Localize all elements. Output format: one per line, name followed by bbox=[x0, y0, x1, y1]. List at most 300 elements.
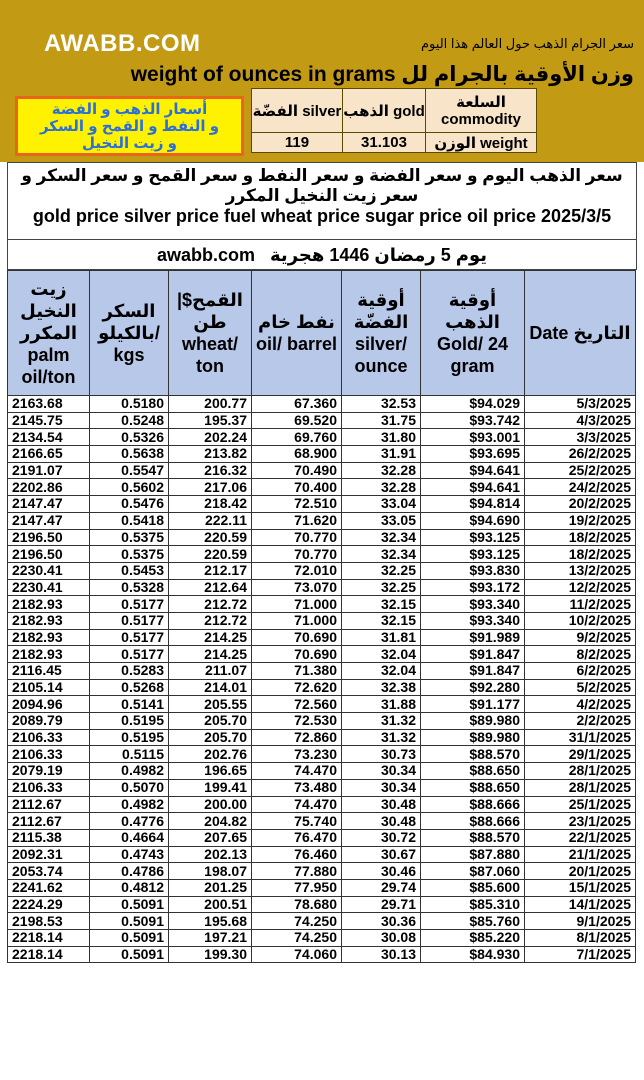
table-cell: 73.230 bbox=[252, 746, 342, 763]
table-cell: 76.470 bbox=[252, 829, 342, 846]
table-cell: 0.5453 bbox=[90, 562, 169, 579]
table-cell: 0.4776 bbox=[90, 813, 169, 830]
commodity-cell: الوزن weight bbox=[426, 133, 537, 153]
table-row bbox=[8, 446, 636, 463]
table-cell: 70.690 bbox=[252, 646, 342, 663]
table-cell: 77.880 bbox=[252, 863, 342, 880]
table-cell: 33.05 bbox=[342, 512, 421, 529]
table-cell: 32.04 bbox=[342, 646, 421, 663]
table-cell: $85.760 bbox=[421, 913, 525, 930]
table-cell: 220.59 bbox=[169, 529, 252, 546]
brand-logo-text: AWABB.COM bbox=[44, 30, 201, 57]
table-row bbox=[8, 596, 636, 613]
table-cell: $93.125 bbox=[421, 546, 525, 563]
commodity-weight-table bbox=[251, 88, 537, 153]
table-cell: 0.5195 bbox=[90, 729, 169, 746]
table-cell: 2182.93 bbox=[8, 596, 90, 613]
table-cell: 7/1/2025 bbox=[525, 946, 636, 963]
table-cell: $93.695 bbox=[421, 446, 525, 463]
table-cell: $91.177 bbox=[421, 696, 525, 713]
table-cell: $89.980 bbox=[421, 729, 525, 746]
table-cell: 2147.47 bbox=[8, 512, 90, 529]
table-cell: 20/1/2025 bbox=[525, 863, 636, 880]
table-cell: 205.70 bbox=[169, 729, 252, 746]
table-cell: 214.25 bbox=[169, 629, 252, 646]
table-cell: 2182.93 bbox=[8, 646, 90, 663]
table-cell: 74.250 bbox=[252, 913, 342, 930]
table-cell: 2115.38 bbox=[8, 829, 90, 846]
table-cell: 0.5091 bbox=[90, 913, 169, 930]
table-cell: 30.13 bbox=[342, 946, 421, 963]
table-cell: 72.530 bbox=[252, 713, 342, 730]
table-cell: 32.25 bbox=[342, 579, 421, 596]
table-cell: 31.75 bbox=[342, 412, 421, 429]
table-cell: 0.5326 bbox=[90, 429, 169, 446]
table-cell: 15/1/2025 bbox=[525, 879, 636, 896]
column-header: التاريخ Date bbox=[525, 271, 636, 396]
table-cell: $85.310 bbox=[421, 896, 525, 913]
table-row bbox=[8, 696, 636, 713]
table-cell: 0.5177 bbox=[90, 596, 169, 613]
table-cell: $94.641 bbox=[421, 479, 525, 496]
table-cell: $87.880 bbox=[421, 846, 525, 863]
table-cell: 70.690 bbox=[252, 629, 342, 646]
table-cell: 0.4982 bbox=[90, 796, 169, 813]
table-cell: 214.25 bbox=[169, 646, 252, 663]
table-header-row bbox=[8, 271, 636, 396]
table-cell: 3/3/2025 bbox=[525, 429, 636, 446]
table-cell: 30.48 bbox=[342, 813, 421, 830]
table-cell: $88.570 bbox=[421, 746, 525, 763]
table-cell: 25/1/2025 bbox=[525, 796, 636, 813]
table-cell: 30.67 bbox=[342, 846, 421, 863]
table-cell: 19/2/2025 bbox=[525, 512, 636, 529]
table-cell: 0.5476 bbox=[90, 496, 169, 513]
table-row bbox=[8, 879, 636, 896]
table-row bbox=[8, 646, 636, 663]
table-cell: 69.520 bbox=[252, 412, 342, 429]
table-cell: 74.060 bbox=[252, 946, 342, 963]
table-row bbox=[8, 779, 636, 796]
table-cell: 207.65 bbox=[169, 829, 252, 846]
table-cell: 31.81 bbox=[342, 629, 421, 646]
table-cell: 25/2/2025 bbox=[525, 462, 636, 479]
table-cell: $94.641 bbox=[421, 462, 525, 479]
table-row bbox=[8, 429, 636, 446]
table-cell: 76.460 bbox=[252, 846, 342, 863]
table-cell: 0.4982 bbox=[90, 763, 169, 780]
table-cell: 28/1/2025 bbox=[525, 779, 636, 796]
table-cell: 2218.14 bbox=[8, 946, 90, 963]
table-cell: 31.32 bbox=[342, 713, 421, 730]
table-cell: 198.07 bbox=[169, 863, 252, 880]
table-row bbox=[8, 479, 636, 496]
table-cell: 77.950 bbox=[252, 879, 342, 896]
table-row bbox=[8, 913, 636, 930]
table-cell: 74.470 bbox=[252, 796, 342, 813]
table-cell: 2116.45 bbox=[8, 663, 90, 680]
table-row bbox=[8, 829, 636, 846]
table-cell: 2218.14 bbox=[8, 930, 90, 947]
table-row bbox=[8, 496, 636, 513]
table-row bbox=[8, 896, 636, 913]
column-header: أوقية الذهب Gold/ 24 gram bbox=[421, 271, 525, 396]
table-row bbox=[8, 546, 636, 563]
table-cell: 0.5638 bbox=[90, 446, 169, 463]
table-cell: 8/1/2025 bbox=[525, 930, 636, 947]
table-cell: 70.770 bbox=[252, 529, 342, 546]
badge-line: و النفط و القمح و السكر bbox=[39, 118, 220, 135]
table-cell: 220.59 bbox=[169, 546, 252, 563]
table-cell: 222.11 bbox=[169, 512, 252, 529]
table-cell: 6/2/2025 bbox=[525, 663, 636, 680]
table-cell: 2196.50 bbox=[8, 546, 90, 563]
table-cell: 2145.75 bbox=[8, 412, 90, 429]
table-row bbox=[8, 746, 636, 763]
table-cell: 0.5547 bbox=[90, 462, 169, 479]
table-cell: 0.5418 bbox=[90, 512, 169, 529]
table-cell: $88.666 bbox=[421, 796, 525, 813]
weight-title: وزن الأوقية بالجرام لل weight of ounces in grams bbox=[130, 63, 634, 86]
table-cell: 0.5180 bbox=[90, 396, 169, 413]
table-cell: 0.5177 bbox=[90, 646, 169, 663]
table-cell: 2163.68 bbox=[8, 396, 90, 413]
table-cell: 0.5070 bbox=[90, 779, 169, 796]
highlight-badge bbox=[15, 96, 244, 156]
table-cell: 14/1/2025 bbox=[525, 896, 636, 913]
table-cell: 213.82 bbox=[169, 446, 252, 463]
table-cell: 72.860 bbox=[252, 729, 342, 746]
table-cell: 2224.29 bbox=[8, 896, 90, 913]
table-cell: 31.80 bbox=[342, 429, 421, 446]
table-cell: 0.5602 bbox=[90, 479, 169, 496]
table-cell: 33.04 bbox=[342, 496, 421, 513]
table-cell: 32.28 bbox=[342, 479, 421, 496]
table-cell: $88.570 bbox=[421, 829, 525, 846]
table-cell: 212.64 bbox=[169, 579, 252, 596]
table-cell: $91.847 bbox=[421, 663, 525, 680]
table-cell: 200.51 bbox=[169, 896, 252, 913]
table-cell: 0.5091 bbox=[90, 930, 169, 947]
table-cell: 2230.41 bbox=[8, 562, 90, 579]
table-cell: 0.5115 bbox=[90, 746, 169, 763]
table-cell: 69.760 bbox=[252, 429, 342, 446]
table-row bbox=[8, 713, 636, 730]
table-cell: 2147.47 bbox=[8, 496, 90, 513]
table-cell: 74.250 bbox=[252, 930, 342, 947]
table-cell: $88.650 bbox=[421, 779, 525, 796]
table-cell: 212.72 bbox=[169, 596, 252, 613]
table-cell: 30.34 bbox=[342, 763, 421, 780]
table-cell: 197.21 bbox=[169, 930, 252, 947]
table-cell: 31.91 bbox=[342, 446, 421, 463]
table-cell: 2202.86 bbox=[8, 479, 90, 496]
table-cell: 32.25 bbox=[342, 562, 421, 579]
column-header: أوقية الفضّة silver/ ounce bbox=[342, 271, 421, 396]
table-cell: $94.029 bbox=[421, 396, 525, 413]
table-cell: 2198.53 bbox=[8, 913, 90, 930]
table-cell: $91.989 bbox=[421, 629, 525, 646]
table-cell: 30.72 bbox=[342, 829, 421, 846]
table-row bbox=[8, 729, 636, 746]
table-cell: 0.5328 bbox=[90, 579, 169, 596]
table-cell: 201.25 bbox=[169, 879, 252, 896]
table-cell: 21/1/2025 bbox=[525, 846, 636, 863]
table-cell: 2134.54 bbox=[8, 429, 90, 446]
table-cell: 9/2/2025 bbox=[525, 629, 636, 646]
table-cell: 0.5177 bbox=[90, 612, 169, 629]
table-cell: 72.620 bbox=[252, 679, 342, 696]
table-cell: 28/1/2025 bbox=[525, 763, 636, 780]
table-cell: 2182.93 bbox=[8, 629, 90, 646]
table-cell: 2053.74 bbox=[8, 863, 90, 880]
table-row bbox=[8, 529, 636, 546]
table-row bbox=[8, 946, 636, 963]
table-cell: 70.490 bbox=[252, 462, 342, 479]
table-cell: 18/2/2025 bbox=[525, 546, 636, 563]
table-row bbox=[8, 412, 636, 429]
table-cell: $85.600 bbox=[421, 879, 525, 896]
table-row bbox=[8, 813, 636, 830]
table-cell: 2/2/2025 bbox=[525, 713, 636, 730]
table-cell: 78.680 bbox=[252, 896, 342, 913]
table-cell: 0.5375 bbox=[90, 529, 169, 546]
table-cell: 2196.50 bbox=[8, 529, 90, 546]
table-row bbox=[8, 629, 636, 646]
table-cell: $87.060 bbox=[421, 863, 525, 880]
table-cell: $93.172 bbox=[421, 579, 525, 596]
commodity-cell: الفضّة silver bbox=[252, 89, 343, 133]
table-cell: $92.280 bbox=[421, 679, 525, 696]
table-cell: 211.07 bbox=[169, 663, 252, 680]
table-cell: 9/1/2025 bbox=[525, 913, 636, 930]
table-cell: 70.400 bbox=[252, 479, 342, 496]
table-cell: 0.5091 bbox=[90, 946, 169, 963]
table-cell: 31/1/2025 bbox=[525, 729, 636, 746]
table-cell: 4/3/2025 bbox=[525, 412, 636, 429]
table-cell: $93.340 bbox=[421, 612, 525, 629]
table-cell: 2106.33 bbox=[8, 779, 90, 796]
table-cell: 75.740 bbox=[252, 813, 342, 830]
table-row bbox=[8, 512, 636, 529]
table-cell: 71.000 bbox=[252, 612, 342, 629]
table-cell: 214.01 bbox=[169, 679, 252, 696]
badge-line: و زيت النخيل bbox=[81, 135, 178, 152]
table-cell: 32.15 bbox=[342, 596, 421, 613]
table-cell: $88.666 bbox=[421, 813, 525, 830]
table-cell: $88.650 bbox=[421, 763, 525, 780]
table-cell: 30.34 bbox=[342, 779, 421, 796]
table-cell: 30.48 bbox=[342, 796, 421, 813]
table-cell: $94.690 bbox=[421, 512, 525, 529]
date-line bbox=[7, 240, 637, 270]
table-cell: 73.480 bbox=[252, 779, 342, 796]
table-cell: 71.620 bbox=[252, 512, 342, 529]
table-cell: 72.560 bbox=[252, 696, 342, 713]
description-arabic: سعر الذهب اليوم و سعر الفضة و سعر النفط و سعر القمح و سعر السكر و سعر زيت النخيل المكرر bbox=[21, 166, 623, 205]
table-cell: 32.28 bbox=[342, 462, 421, 479]
table-cell: 23/1/2025 bbox=[525, 813, 636, 830]
table-cell: 2241.62 bbox=[8, 879, 90, 896]
table-cell: 217.06 bbox=[169, 479, 252, 496]
table-cell: 2092.31 bbox=[8, 846, 90, 863]
table-cell: 20/2/2025 bbox=[525, 496, 636, 513]
table-cell: 74.470 bbox=[252, 763, 342, 780]
table-cell: 205.55 bbox=[169, 696, 252, 713]
table-cell: 0.5283 bbox=[90, 663, 169, 680]
table-cell: 2112.67 bbox=[8, 796, 90, 813]
table-cell: 30.36 bbox=[342, 913, 421, 930]
table-cell: 2106.33 bbox=[8, 746, 90, 763]
table-cell: 29/1/2025 bbox=[525, 746, 636, 763]
table-row bbox=[8, 396, 636, 413]
table-cell: 2182.93 bbox=[8, 612, 90, 629]
table-cell: $94.814 bbox=[421, 496, 525, 513]
description-english: gold price silver price fuel wheat price sugar price oil price 2025/3/5 bbox=[32, 206, 612, 226]
table-cell: $85.220 bbox=[421, 930, 525, 947]
table-cell: 216.32 bbox=[169, 462, 252, 479]
table-cell: 0.5195 bbox=[90, 713, 169, 730]
table-cell: 67.360 bbox=[252, 396, 342, 413]
table-cell: 202.76 bbox=[169, 746, 252, 763]
table-cell: 2230.41 bbox=[8, 579, 90, 596]
table-cell: 11/2/2025 bbox=[525, 596, 636, 613]
table-cell: 200.00 bbox=[169, 796, 252, 813]
table-cell: 31.32 bbox=[342, 729, 421, 746]
site-name: awabb.com bbox=[156, 245, 255, 265]
table-cell: $84.930 bbox=[421, 946, 525, 963]
table-cell: 204.82 bbox=[169, 813, 252, 830]
table-cell: 202.13 bbox=[169, 846, 252, 863]
table-cell: 30.46 bbox=[342, 863, 421, 880]
table-cell: 32.38 bbox=[342, 679, 421, 696]
table-cell: 0.4786 bbox=[90, 863, 169, 880]
table-cell: $93.742 bbox=[421, 412, 525, 429]
table-cell: 12/2/2025 bbox=[525, 579, 636, 596]
table-cell: $93.830 bbox=[421, 562, 525, 579]
table-cell: 202.24 bbox=[169, 429, 252, 446]
table-row bbox=[8, 462, 636, 479]
table-cell: 29.71 bbox=[342, 896, 421, 913]
column-header: نفط خام oil/ barrel bbox=[252, 271, 342, 396]
table-cell: 0.4664 bbox=[90, 829, 169, 846]
table-body bbox=[8, 396, 636, 963]
column-header: السكر بالكيلو/ kgs bbox=[90, 271, 169, 396]
table-cell: 0.5248 bbox=[90, 412, 169, 429]
header-subtitle: سعر الجرام الذهب حول العالم هذا اليوم bbox=[421, 36, 634, 51]
table-cell: $89.980 bbox=[421, 713, 525, 730]
table-cell: 18/2/2025 bbox=[525, 529, 636, 546]
table-cell: 30.73 bbox=[342, 746, 421, 763]
table-cell: 8/2/2025 bbox=[525, 646, 636, 663]
table-row bbox=[8, 796, 636, 813]
table-cell: 72.010 bbox=[252, 562, 342, 579]
table-cell: 5/2/2025 bbox=[525, 679, 636, 696]
commodity-cell: 119 bbox=[252, 133, 343, 153]
table-cell: 212.17 bbox=[169, 562, 252, 579]
table-row bbox=[8, 562, 636, 579]
description-block bbox=[7, 162, 637, 240]
table-cell: 0.5141 bbox=[90, 696, 169, 713]
table-cell: 32.15 bbox=[342, 612, 421, 629]
table-cell: 32.34 bbox=[342, 546, 421, 563]
table-cell: 199.30 bbox=[169, 946, 252, 963]
table-row bbox=[8, 579, 636, 596]
table-cell: 24/2/2025 bbox=[525, 479, 636, 496]
table-cell: 2191.07 bbox=[8, 462, 90, 479]
table-cell: $91.847 bbox=[421, 646, 525, 663]
table-cell: 29.74 bbox=[342, 879, 421, 896]
table-row bbox=[8, 930, 636, 947]
table-cell: 2106.33 bbox=[8, 729, 90, 746]
commodity-cell: السلعة commodity bbox=[426, 89, 537, 133]
column-header: القمح$| طن wheat/ ton bbox=[169, 271, 252, 396]
table-cell: 2094.96 bbox=[8, 696, 90, 713]
table-cell: 5/3/2025 bbox=[525, 396, 636, 413]
table-cell: 32.34 bbox=[342, 529, 421, 546]
table-cell: 73.070 bbox=[252, 579, 342, 596]
table-row bbox=[8, 763, 636, 780]
price-table bbox=[7, 270, 636, 963]
table-cell: 0.5375 bbox=[90, 546, 169, 563]
table-cell: 2105.14 bbox=[8, 679, 90, 696]
table-cell: 71.380 bbox=[252, 663, 342, 680]
table-cell: 2089.79 bbox=[8, 713, 90, 730]
table-cell: 0.5177 bbox=[90, 629, 169, 646]
table-row bbox=[8, 846, 636, 863]
table-cell: 195.37 bbox=[169, 412, 252, 429]
table-cell: $93.340 bbox=[421, 596, 525, 613]
table-cell: 0.4743 bbox=[90, 846, 169, 863]
table-cell: 205.70 bbox=[169, 713, 252, 730]
table-row bbox=[8, 863, 636, 880]
table-cell: 196.65 bbox=[169, 763, 252, 780]
table-cell: 195.68 bbox=[169, 913, 252, 930]
table-cell: 199.41 bbox=[169, 779, 252, 796]
table-row bbox=[8, 663, 636, 680]
table-cell: 2166.65 bbox=[8, 446, 90, 463]
table-row bbox=[8, 679, 636, 696]
table-cell: 200.77 bbox=[169, 396, 252, 413]
table-cell: 0.5268 bbox=[90, 679, 169, 696]
table-cell: 70.770 bbox=[252, 546, 342, 563]
table-cell: $93.001 bbox=[421, 429, 525, 446]
table-cell: 2079.19 bbox=[8, 763, 90, 780]
table-cell: 22/1/2025 bbox=[525, 829, 636, 846]
column-header: زيت النخيل المكرر palm oil/ton bbox=[8, 271, 90, 396]
table-cell: 10/2/2025 bbox=[525, 612, 636, 629]
badge-line: أسعار الذهب و الفضة bbox=[51, 101, 208, 118]
table-cell: 212.72 bbox=[169, 612, 252, 629]
table-cell: 31.88 bbox=[342, 696, 421, 713]
table-cell: 68.900 bbox=[252, 446, 342, 463]
table-cell: 30.08 bbox=[342, 930, 421, 947]
table-cell: 0.5091 bbox=[90, 896, 169, 913]
table-cell: 13/2/2025 bbox=[525, 562, 636, 579]
table-cell: 32.53 bbox=[342, 396, 421, 413]
table-cell: 71.000 bbox=[252, 596, 342, 613]
commodity-cell: 31.103 bbox=[343, 133, 426, 153]
commodity-cell: الذهب gold bbox=[343, 89, 426, 133]
table-cell: $93.125 bbox=[421, 529, 525, 546]
table-cell: 72.510 bbox=[252, 496, 342, 513]
table-cell: 26/2/2025 bbox=[525, 446, 636, 463]
table-row bbox=[8, 612, 636, 629]
table-cell: 2112.67 bbox=[8, 813, 90, 830]
table-cell: 218.42 bbox=[169, 496, 252, 513]
table-cell: 4/2/2025 bbox=[525, 696, 636, 713]
table-cell: 0.4812 bbox=[90, 879, 169, 896]
